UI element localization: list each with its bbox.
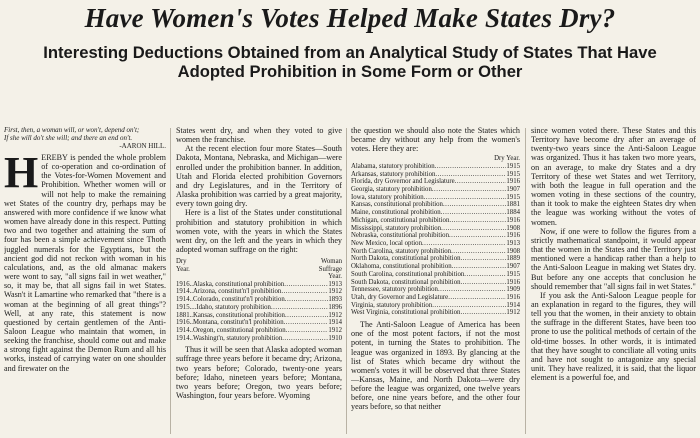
table-row: Florida, dry Governor and Legislature ..... 1916: [351, 178, 520, 186]
table-row: South Dakota, constitutional prohibition ..... 1916: [351, 279, 520, 287]
table-row: 1916..Alaska, constitutional prohibition ..... 1913: [176, 281, 342, 289]
table-row: North Dakota, constitutional prohibition ..... 1889: [351, 255, 520, 263]
epigraph-line: First, then, a woman will, or won't, depend on't;: [4, 126, 140, 134]
article-paragraph: since women voted there. These States and this Territory have become dry after an average of twenty-two years since the Anti-Saloon League was organized. Thus it has taken two more years, on an average, to make dry States and a dry Territory of these wet States and wet Territory, with both the league in full operation and the women voting in these sections of the country, than it took to make the eighteen States dry when the league was working without the votes of women.: [531, 126, 696, 227]
headline: Have Women's Votes Helped Make States Dry?: [84, 3, 616, 33]
table-row: 1914..Arizona, constitut'n'l prohibition ..... 1912: [176, 288, 342, 296]
column-rule: [346, 128, 347, 434]
table-row: Alabama, statutory prohibition ..... 1915: [351, 163, 520, 171]
epigraph-author: -AARON HILL.: [119, 142, 166, 150]
column-rule: [525, 128, 526, 434]
dry-states-table: [351, 163, 520, 317]
drop-cap: H: [4, 148, 39, 197]
table-row: Maine, constitutional prohibition ..... 1884: [351, 209, 520, 217]
table-row: South Carolina, constitutional prohibition ..... 1915: [351, 271, 520, 279]
table-row: Iowa, statutory prohibition ..... 1915: [351, 194, 520, 202]
table-header-right: Woman Suffrage Year.: [318, 258, 342, 281]
table-row: 1914..Colorado, constitut'n'l prohibition ..... 1893: [176, 296, 342, 304]
article-paragraph: States went dry, and when they voted to give women the franchise.: [176, 126, 342, 145]
article-paragraph: Now, if one were to follow the figures from a strictly mathematical standpoint, it would appear that the women in the States and the Territory just mentioned were a handicap rather than a help to the Anti-Saloon League in making wet States dry. But before any one accepts that conclusion he should remember that "all signs fail in wet States.": [531, 226, 696, 291]
table-row: North Carolina, statutory prohibition ..... 1908: [351, 248, 520, 256]
table-row: West Virginia, constitutional prohibition ..... 1912: [351, 309, 520, 317]
table-row: Utah, dry Governor and Legislature ..... 1916: [351, 294, 520, 302]
table-header-left: Dry Year.: [176, 258, 190, 273]
table-row: Arkansas, statutory prohibition ..... 1915: [351, 171, 520, 179]
table-row: New Mexico, local option ..... 1913: [351, 240, 520, 248]
article-paragraph: Here is a list of the States under constitutional prohibition and statutory prohibition in which women vote, with the years in which the States went dry, on the left and the years in which they adopted woman suffrage on the right:: [176, 208, 342, 255]
table-row: 1914..Washingt'n, statutory prohibition ..... 1910: [176, 335, 342, 343]
article-paragraph: The Anti-Saloon League of America has been one of the most potent factors, if not the most potent, in turning the States to prohibition. The league was organized in 1893. By glancing at the list of States which became dry without the women's votes it will be observed that three States—Kansas, Maine, and North Dakota—were dry before the league was organized, one twelve years before, one nine years before, and the other four years before, so that neither: [351, 320, 520, 412]
article-paragraph: At the recent election four more States—South Dakota, Montana, Nebraska, and Michigan—were enrolled under the prohibition banner. In addition, Utah and Florida elected prohibition Governors and dry Legislatures, and in the Territory of Alaska prohibition was carried by a great majority, every town going dry.: [176, 144, 342, 209]
column-1: [4, 126, 166, 438]
epigraph-line: If she will do't she will; and there an end on't.: [4, 134, 133, 142]
table-row: 1914..Oregon, constitutional prohibition ..... 1912: [176, 327, 342, 335]
subheadline: Interesting Deductions Obtained from an Analytical Study of States That Have Adopted Prohibition in Some Form or Other: [43, 43, 657, 81]
suffrage-states-table: [176, 281, 342, 343]
table-row: 1915....Idaho, statutory prohibition ..... 1896: [176, 304, 342, 312]
table-row: Oklahoma, constitutional prohibition ..... 1907: [351, 263, 520, 271]
table-row: Georgia, statutory prohibition ..... 1907: [351, 186, 520, 194]
table-header: Dry Year.: [494, 155, 520, 163]
table-row: Mississippi, statutory prohibition ..... 1908: [351, 225, 520, 233]
table-row: 1881..Kansas, constitutional prohibition ..... 1912: [176, 312, 342, 320]
column-3: [351, 126, 520, 438]
table-header: [176, 258, 342, 281]
article-paragraph: the question we should also note the States which became dry without any help from the women's votes. Here they are:: [351, 126, 520, 154]
column-4: [531, 126, 696, 438]
column-rule: [170, 128, 171, 434]
table-row: Michigan, constitutional prohibition ..... 1916: [351, 217, 520, 225]
table-row: Virginia, statutory prohibition ..... 1914: [351, 302, 520, 310]
article-paragraph: If you ask the Anti-Saloon League people for an explanation in regard to the figures, they will tell you that the women, in their anxiety to obtain the suffrage in the different States, have been too prone to use the political methods of certain of the old-time bosses. In other words, it is intimated that they have sought to conciliate all voting units and have not sought to antagonize any special unit. They have realized, it is said, that the liquor element is a powerful foe, and: [531, 290, 696, 383]
article-paragraph: [4, 148, 166, 373]
table-row: Kansas, constitutional prohibition ..... 1881: [351, 201, 520, 209]
column-2: [176, 126, 342, 438]
article-paragraph: Thus it will be seen that Alaska adopted woman suffrage three years before it became dry; Arizona, two years before; Colorado, twenty-one years before; Idaho, nineteen years before; Montana, two years before; Oregon, two years before; Washington, four years before. Wyoming: [176, 345, 342, 401]
paragraph-text: EREBY is pended the whole problem of co-operation and co-ordination of the Votes-for-Women Movement and Prohibition. Whether women will or will not help to make the remaining wet States of the country dry, perhaps may be answered with more confidence if we know what women have already done in this respect. Putting two and two together and attaining the sum of four has been a simple achievement since Thoth juggled numerals for the Egyptians, but the ancient god did not reckon with woman in his calculations, and, as the old almanac makers were wont to say, "all signs fail in wet weather," so, it may be, that all signs fail in wet States. Wasn't it Lamartine who remarked that "there is a woman at the beginning of all great things"? Well, at any rate, this statement is now questioned by certain gentlemen of the Anti-Saloon League who maintain that women, in seeking the franchise, should come out and make a strong fight against the Demon Rum and all his works, instead of carrying water on one shoulder and firewater on the: [4, 153, 166, 373]
table-row: 1916..Montana, constitut'n'l prohibition ..... 1914: [176, 319, 342, 327]
table-row: Nebraska, constitutional prohibition ..... 1916: [351, 232, 520, 240]
table-row: Tennessee, statutory prohibition ..... 1909: [351, 286, 520, 294]
